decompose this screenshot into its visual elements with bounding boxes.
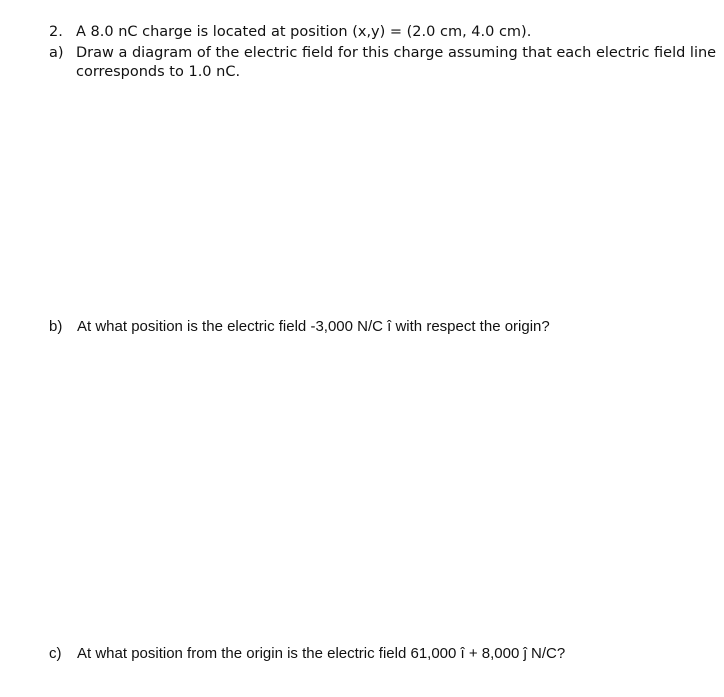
problem-number: 2.: [49, 24, 63, 40]
part-a-text-line2: corresponds to 1.0 nC.: [76, 64, 241, 80]
part-b-text: At what position is the electric field -3,000 N/C î with respect the origin?: [77, 318, 550, 335]
problem-text: A 8.0 nC charge is located at position (x,y) = (2.0 cm, 4.0 cm).: [76, 24, 532, 40]
problem-statement: [49, 23, 531, 41]
part-a-text-line1: Draw a diagram of the electric field for this charge assuming that each electric field line: [76, 45, 717, 61]
part-c-question: [49, 645, 565, 663]
part-b-label: b): [49, 318, 63, 335]
part-c-text: At what position from the origin is the electric field 61,000 î + 8,000 ĵ N/C?: [77, 645, 566, 662]
part-a-question: [49, 44, 716, 62]
part-b-question: [49, 318, 550, 336]
part-a-label: a): [49, 45, 64, 61]
part-c-label: c): [49, 645, 62, 662]
